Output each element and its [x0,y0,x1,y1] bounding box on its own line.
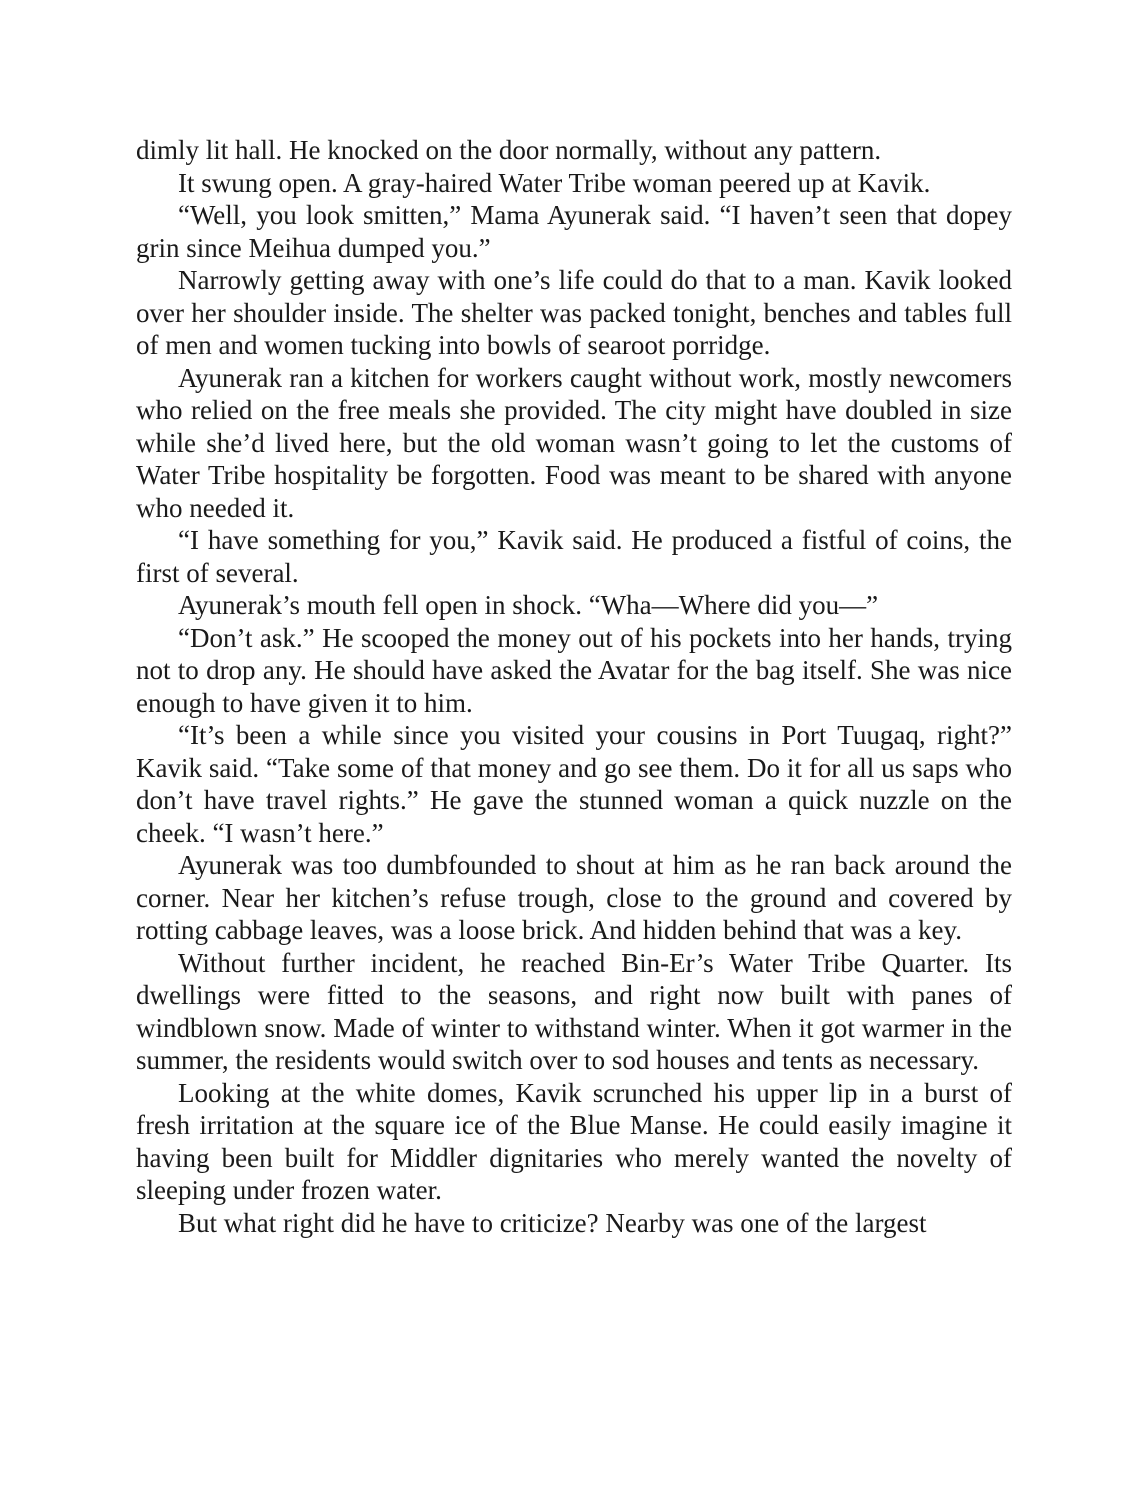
paragraph-7: Ayunerak’s mouth fell open in shock. “Wha—Where did you—” [178,590,879,620]
paragraph-12: Looking at the white domes, Kavik scrunched his upper lip in a burst of fresh irritation at the square ice of the Blue Manse. He could easily imagine it having been built for Middler dignitaries who merely wanted the novelty of sleeping under frozen water. [136,1077,1012,1205]
paragraph-10: Ayunerak was too dumbfounded to shout at him as he ran back around the corner. Near her kitchen’s refuse trough, close to the ground and covered by rotting cabbage leaves, was a loose brick. And hidden behind that was a key. [136,850,1012,945]
paragraph-6: “I have something for you,” Kavik said. He produced a fistful of coins, the first of several. [136,525,1012,588]
paragraph-8: “Don’t ask.” He scooped the money out of his pockets into her hands, trying not to drop any. He should have asked the Avatar for the bag itself. She was nice enough to have given it to him. [136,622,1012,718]
paragraph-4: Narrowly getting away with one’s life could do that to a man. Kavik looked over her shoulder inside. The shelter was packed tonight, benches and tables full of men and women tucking into bowls of searoot porridge. [136,265,1012,360]
paragraph-3: “Well, you look smitten,” Mama Ayunerak said. “I haven’t seen that dopey grin since Meihua dumped you.” [136,200,1012,263]
paragraph-2: It swung open. A gray-haired Water Tribe woman peered up at Kavik. [178,167,931,198]
paragraph-9: “It’s been a while since you visited your cousins in Port Tuugaq, right?” Kavik said. “Take some of that money and go see them. Do it for all us saps who don’t have travel rights.” He gave the stunned woman a quick nuzzle on the cheek. “I wasn’t here.” [136,720,1012,848]
paragraph-13: But what right did he have to criticize? Nearby was one of the largest [178,1207,927,1238]
paragraph-1: dimly lit hall. He knocked on the door normally, without any pattern. [136,135,882,165]
paragraph-5: Ayunerak ran a kitchen for workers caught without work, mostly newcomers who relied on the free meals she provided. The city might have doubled in size while she’d lived here, but the old woman wasn’t going to let the customs of Water Tribe hospitality be forgotten. Food was meant to be shared with anyone who needed it. [136,362,1012,523]
paragraph-11: Without further incident, he reached Bin-Er’s Water Tribe Quarter. Its dwellings were fitted to the seasons, and right now built with panes of windblown snow. Made of winter to withstand winter. When it got warmer in the summer, the residents would switch over to sod houses and tents as necessary. [136,947,1012,1075]
book-page-text [136,134,1012,1239]
